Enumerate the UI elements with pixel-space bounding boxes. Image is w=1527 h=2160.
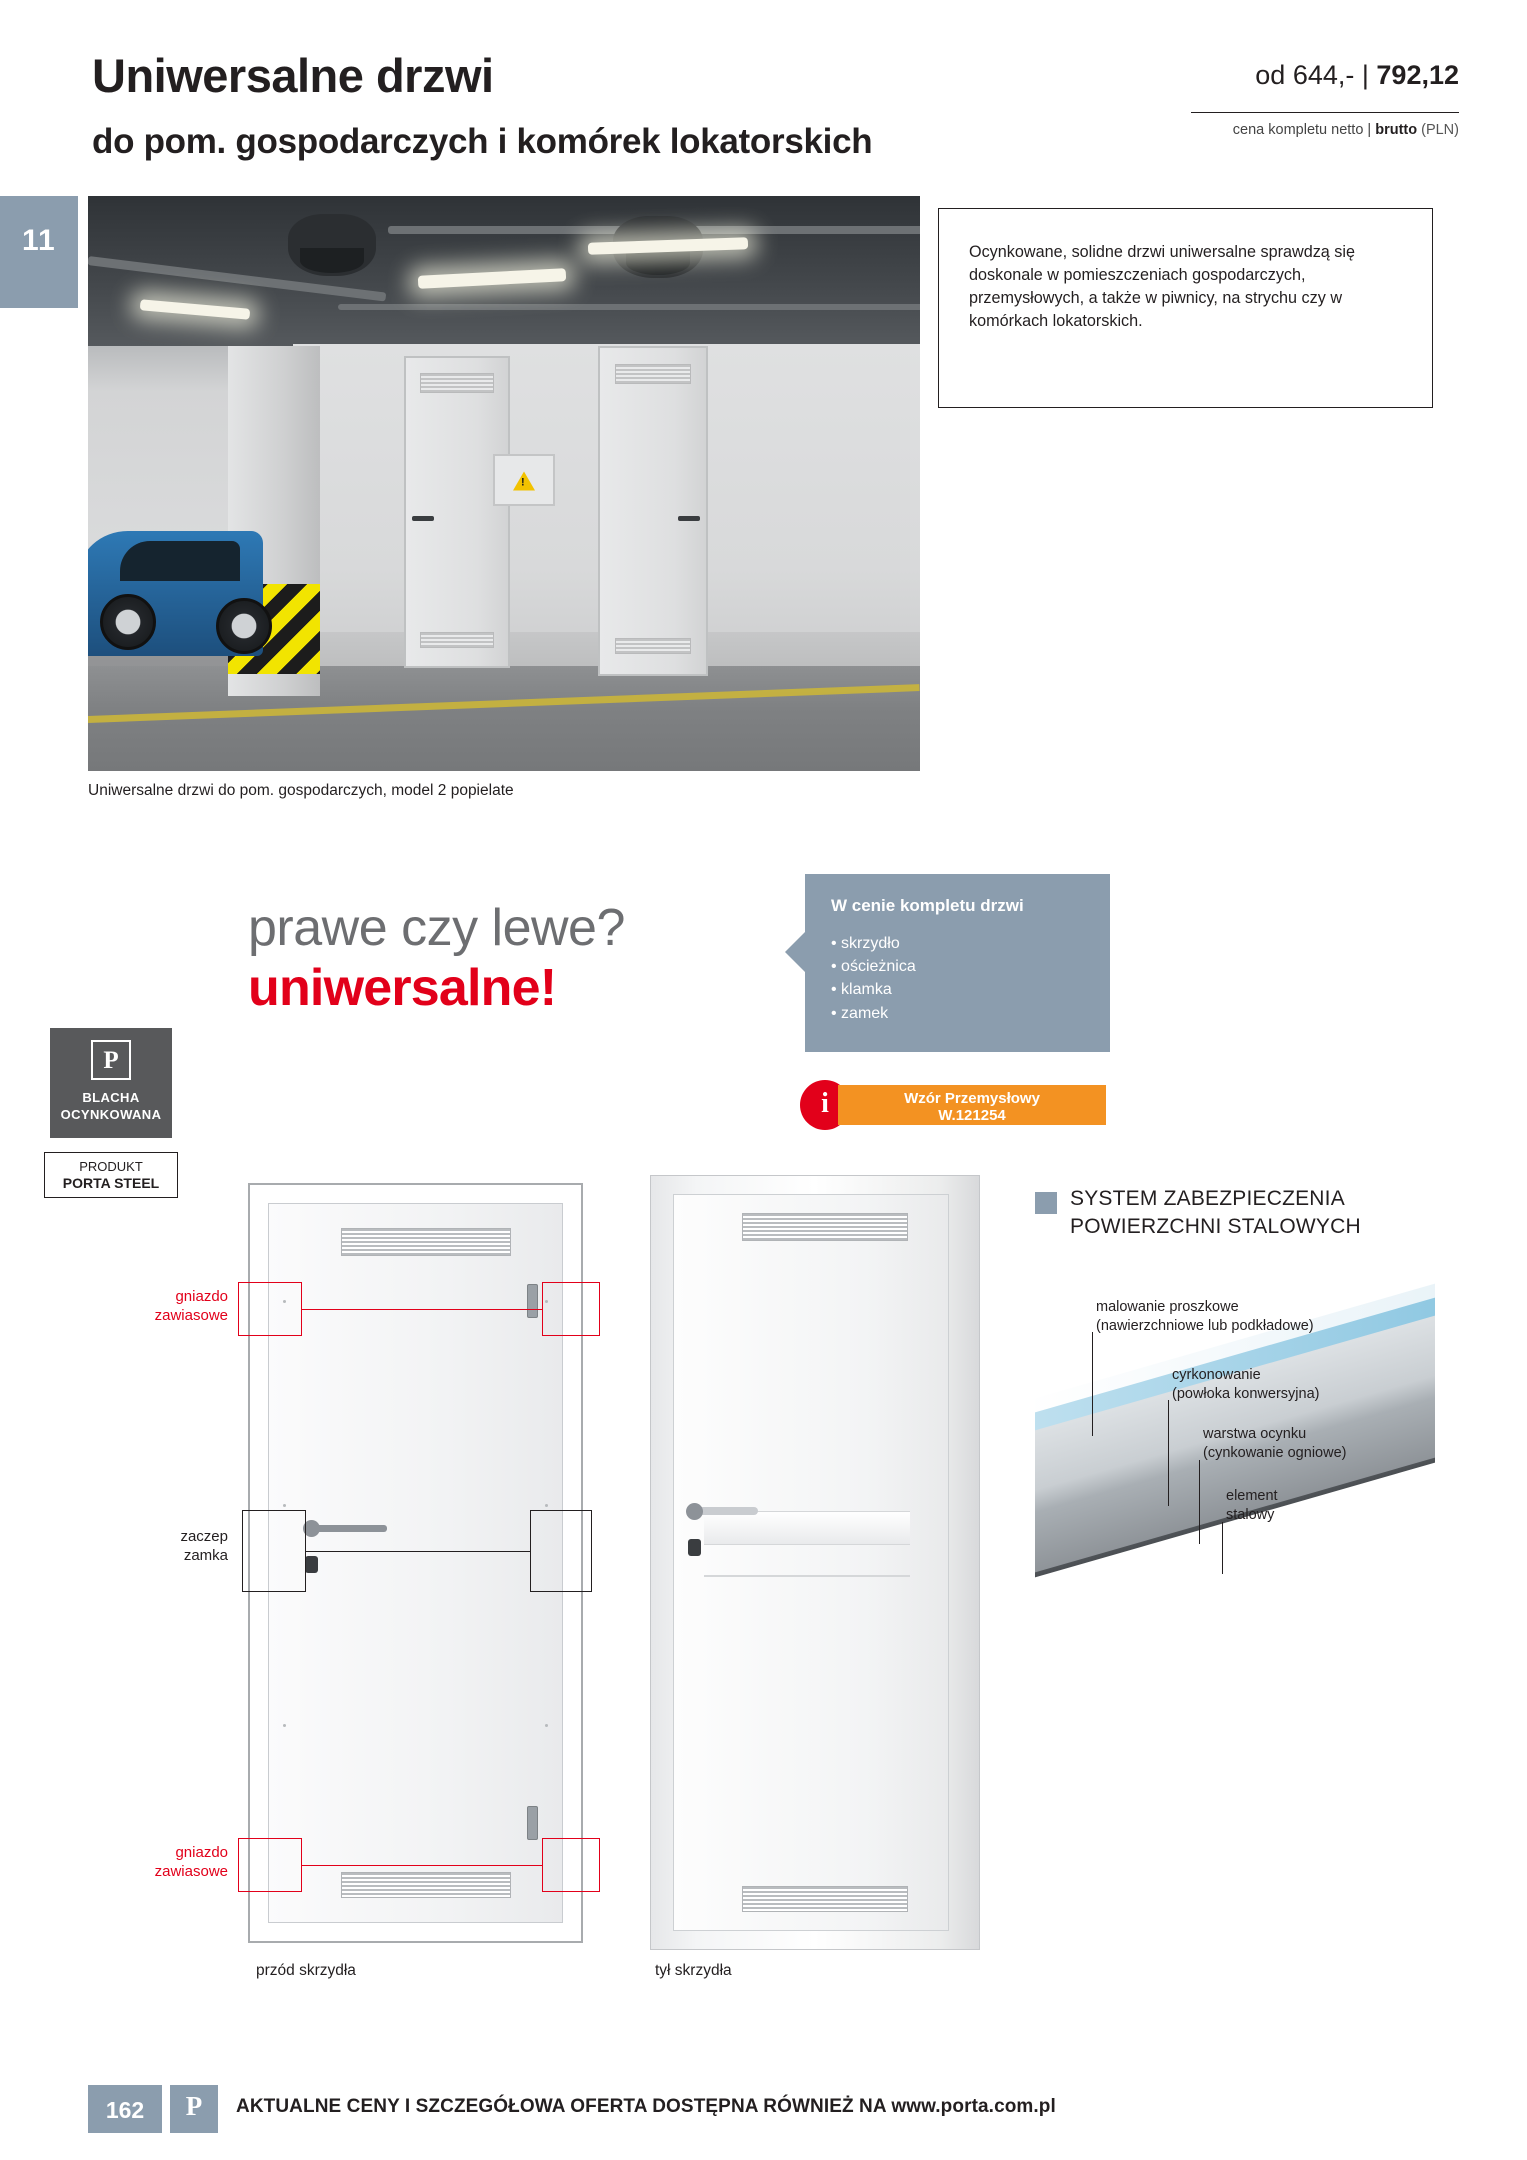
layer-leader-2: [1168, 1400, 1169, 1506]
door-handle: [678, 516, 700, 521]
door-diagram-back: [650, 1175, 980, 1950]
callout-item: • skrzydło: [831, 932, 916, 955]
badge-line-1: Wzór Przemysłowy: [904, 1090, 1040, 1107]
door-vent-grill: [615, 638, 691, 654]
layer-leader-3: [1199, 1460, 1200, 1544]
layer-label-steel: [1226, 1487, 1446, 1525]
door-handle-rose-back: [686, 1503, 703, 1520]
description-text: Ocynkowane, solidne drzwi uniwersalne sprawdzą się doskonale w pomieszczeniach gospodarczych, przemysłowych, a także w piwnicy, na strychu czy w komórkach lokatorskich.: [969, 243, 1355, 330]
caption-back: tył skrzydła: [655, 1962, 732, 1979]
label-hinge-socket-top: [110, 1288, 228, 1326]
callout-arrow: [785, 930, 807, 974]
door-reinforcement-line: [704, 1575, 910, 1577]
hinge-highlight-top-left: [238, 1282, 302, 1336]
door-vent-grill: [615, 364, 691, 384]
price-includes-callout: [805, 874, 1110, 1052]
porta-logo-letter: P: [185, 2091, 203, 2121]
layer-label-3-l1: warstwa ocynku: [1203, 1426, 1307, 1442]
label-lock-strike-l2: zamka: [183, 1546, 228, 1564]
price-separator: |: [1361, 60, 1369, 90]
layer-label-4-l2: stalowy: [1226, 1506, 1275, 1523]
door-vent-grill-bottom: [341, 1872, 511, 1898]
door-vent-grill-bottom: [742, 1886, 908, 1912]
porta-steel-line-1: PRODUKT: [79, 1159, 143, 1174]
porta-p-letter: P: [103, 1047, 119, 1074]
label-hinge-socket-bottom-l1: gniazdo: [175, 1844, 228, 1861]
system-title-line-1: SYSTEM ZABEZPIECZENIA: [1070, 1187, 1345, 1210]
callout-item: • zamek: [831, 1002, 916, 1025]
porta-logo-icon: [170, 2085, 218, 2133]
footer-page-number: [88, 2085, 162, 2133]
chapter-tab: [0, 196, 78, 308]
price-note-bold: brutto: [1375, 122, 1418, 138]
electrical-panel: [493, 454, 555, 506]
hinge-leader-top: [302, 1309, 542, 1310]
lock-highlight-right: [530, 1510, 592, 1592]
warning-icon: [513, 471, 535, 490]
price-note-prefix: cena kompletu netto |: [1232, 122, 1376, 138]
hinge-highlight-top-right: [542, 1282, 600, 1336]
caption-front: przód skrzydła: [256, 1962, 356, 1979]
footer-page-number-value: 162: [105, 2097, 145, 2123]
price-block: [1255, 60, 1459, 91]
callout-title: W cenie kompletu drzwi: [831, 896, 1024, 915]
layer-label-zinc: [1203, 1425, 1453, 1463]
footer-url[interactable]: www.porta.com.pl: [891, 2096, 1056, 2117]
footer-text-main: AKTUALNE CENY I SZCZEGÓŁOWA OFERTA DOSTĘPNA RÓWNIEŻ NA: [236, 2096, 892, 2117]
price-from: od 644,-: [1255, 60, 1355, 90]
label-lock-strike-l1: zaczep: [180, 1528, 228, 1545]
price-divider: [1191, 112, 1459, 113]
porta-steel-line-2: PORTA STEEL: [62, 1175, 160, 1191]
door-photo-right: [598, 346, 708, 676]
galvanized-line-1: BLACHA: [82, 1090, 140, 1105]
description-box: [938, 208, 1433, 408]
galvanized-sheet-logo: [50, 1028, 172, 1138]
headline-question: prawe czy lewe?: [248, 899, 625, 957]
door-leaf-back: [673, 1194, 949, 1931]
hero-caption: Uniwersalne drzwi do pom. gospodarczych, model 2 popielate: [88, 782, 514, 799]
layer-label-zirconising: [1172, 1366, 1422, 1404]
section-marker-icon: [1035, 1192, 1057, 1214]
layer-label-3-l2: (cynkowanie ogniowe): [1203, 1444, 1347, 1461]
door-keyhole-back: [688, 1539, 701, 1556]
callout-list: [831, 932, 916, 1025]
layer-leader-4: [1222, 1522, 1223, 1574]
door-keyhole: [305, 1556, 318, 1573]
layer-label-1-l2: (nawierzchniowe lub podkładowe): [1096, 1317, 1314, 1334]
system-section-title: [1070, 1185, 1450, 1242]
lock-highlight-left: [242, 1510, 306, 1592]
car-wheel: [100, 594, 156, 650]
info-icon-letter: i: [821, 1088, 829, 1119]
system-title-line-2: POWIERZCHNI STALOWYCH: [1070, 1215, 1361, 1239]
label-lock-strike: [118, 1528, 228, 1566]
layer-label-4-l1: element: [1226, 1488, 1278, 1504]
label-hinge-socket-top-l1: gniazdo: [175, 1288, 228, 1305]
porta-steel-logo: [44, 1152, 178, 1198]
layer-label-2-l1: cyrkonowanie: [1172, 1367, 1261, 1383]
hinge-leader-bottom: [302, 1865, 542, 1866]
price-gross: 792,12: [1376, 60, 1459, 90]
door-vent-grill: [420, 373, 493, 393]
hinge-highlight-bottom-left: [238, 1838, 302, 1892]
hero-photo: [88, 196, 920, 771]
footer-text: [236, 2096, 1056, 2118]
door-photo-left: [404, 356, 510, 668]
garage-floor: [88, 666, 920, 771]
car-wheel: [216, 598, 272, 654]
price-note-suffix: (PLN): [1417, 122, 1459, 138]
badge-line-2: W.121254: [938, 1107, 1006, 1124]
car-window: [120, 541, 240, 581]
door-reinforcement-rail: [704, 1511, 910, 1545]
page-title: Uniwersalne drzwi: [92, 49, 494, 102]
door-leaf-front: [268, 1203, 563, 1923]
chapter-number: 11: [22, 224, 56, 257]
callout-item: • ościeżnica: [831, 955, 916, 978]
layer-leader-1: [1092, 1332, 1093, 1436]
layer-label-powder-coating: [1096, 1298, 1386, 1336]
door-handle: [412, 516, 434, 521]
label-hinge-socket-bottom: [110, 1844, 228, 1882]
door-handle-back: [696, 1507, 758, 1515]
door-vent-grill-top: [742, 1213, 908, 1241]
porta-p-icon: [91, 1040, 131, 1080]
price-note: [1233, 122, 1459, 138]
ceiling-pipe: [338, 304, 920, 310]
callout-item: • klamka: [831, 978, 916, 1001]
page-subtitle: do pom. gospodarczych i komórek lokatorskich: [92, 122, 873, 161]
ceiling-duct: [288, 214, 376, 276]
hinge-socket-top-visual: [527, 1284, 538, 1318]
door-vent-grill: [420, 632, 493, 648]
door-vent-grill-top: [341, 1228, 511, 1256]
lock-leader: [306, 1551, 530, 1552]
hinge-highlight-bottom-right: [542, 1838, 600, 1892]
hinge-socket-bottom-visual: [527, 1806, 538, 1840]
headline-answer: uniwersalne!: [248, 959, 557, 1017]
layer-label-2-l2: (powłoka konwersyjna): [1172, 1385, 1320, 1402]
galvanized-line-2: OCYNKOWANA: [60, 1107, 162, 1122]
label-hinge-socket-bottom-l2: zawiasowe: [154, 1862, 228, 1880]
label-hinge-socket-top-l2: zawiasowe: [154, 1306, 228, 1324]
industrial-design-badge: [838, 1085, 1106, 1125]
door-handle-front: [313, 1525, 387, 1532]
page-header: [0, 0, 1527, 185]
layer-label-1-l1: malowanie proszkowe: [1096, 1299, 1239, 1315]
